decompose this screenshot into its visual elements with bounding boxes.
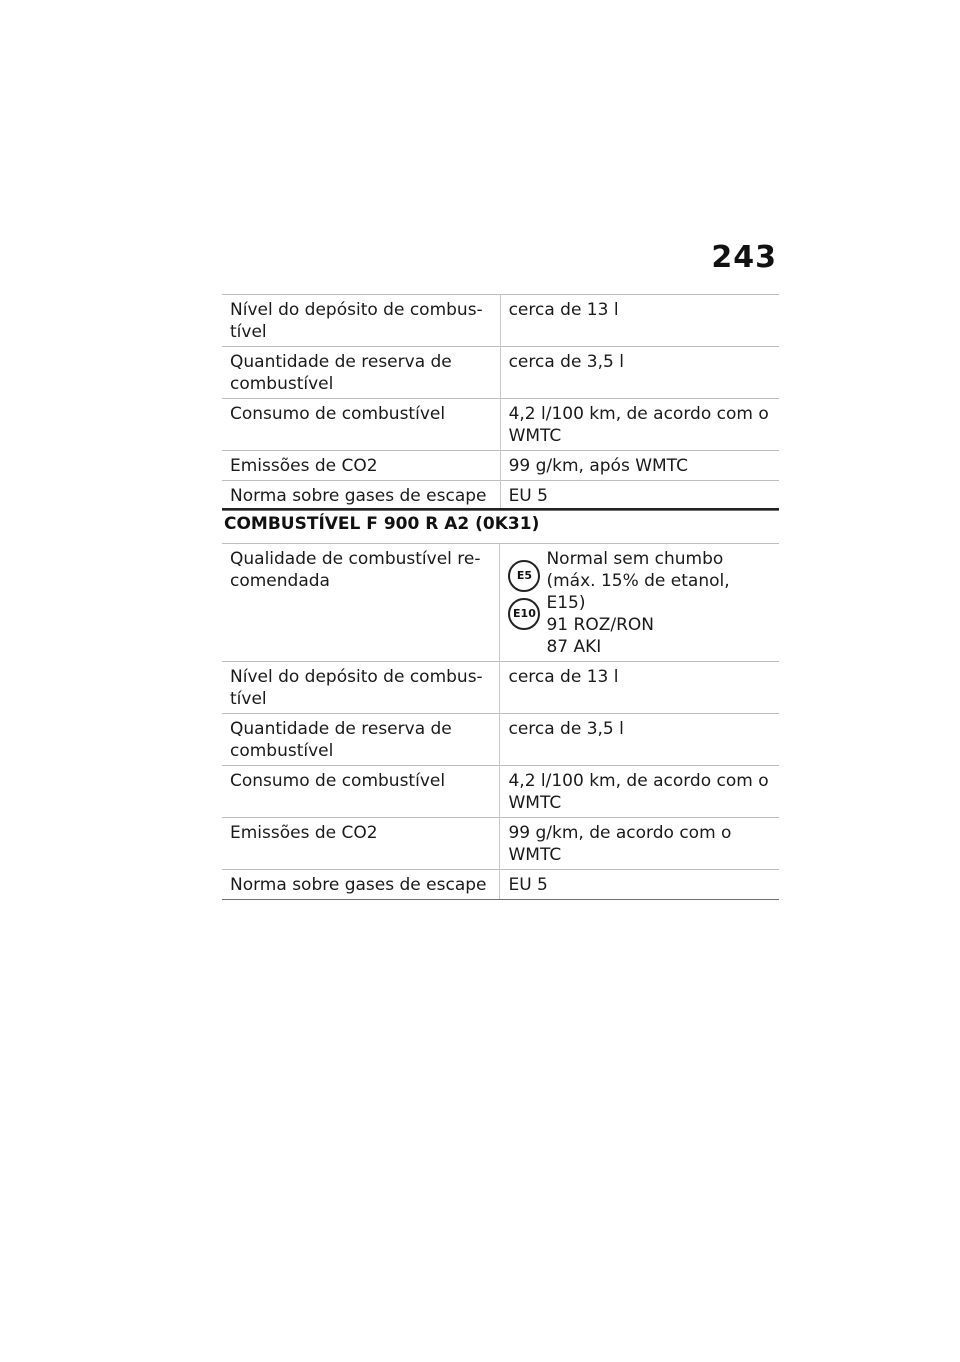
row-value: 4,2 l/100 km, de acordo com o WMTC (500, 399, 779, 451)
fuel-line: (máx. 15% de etanol, (546, 571, 730, 591)
fuel-spec-table-2 (222, 543, 779, 900)
table-row (222, 818, 779, 870)
row-value: 99 g/km, após WMTC (500, 451, 779, 481)
fuel-line: Normal sem chumbo (546, 549, 724, 569)
row-label: Consumo de combustível (222, 399, 500, 451)
table-row (222, 295, 779, 347)
fuel-quality-value (500, 544, 779, 662)
fuel-line: 91 ROZ/RON (546, 615, 654, 635)
fuel-spec-table-1 (222, 294, 779, 511)
section-heading: COMBUSTÍVEL F 900 R A2 (0K31) (224, 514, 540, 534)
row-value: EU 5 (500, 481, 779, 511)
table-row (222, 544, 779, 662)
page-number: 243 (711, 240, 777, 275)
row-value: 99 g/km, de acordo com o WMTC (500, 818, 779, 870)
row-label: Norma sobre gases de escape (222, 481, 500, 511)
row-label: Quantidade de reserva de combustível (222, 714, 500, 766)
table-row (222, 766, 779, 818)
row-value: EU 5 (500, 870, 779, 900)
row-label: Qualidade de combustível re-comendada (222, 544, 500, 662)
fuel-line: E15) (546, 593, 586, 613)
row-label: Consumo de combustível (222, 766, 500, 818)
row-value: cerca de 13 l (500, 295, 779, 347)
row-value: 4,2 l/100 km, de acordo com o WMTC (500, 766, 779, 818)
row-label: Norma sobre gases de escape (222, 870, 500, 900)
fuel-line: 87 AKI (546, 637, 602, 657)
row-label: Nível do depósito de combus-tível (222, 662, 500, 714)
row-label: Quantidade de reserva de combustível (222, 347, 500, 399)
e5-fuel-icon: E5 (508, 560, 540, 592)
row-label: Emissões de CO2 (222, 818, 500, 870)
table-row (222, 451, 779, 481)
table-row (222, 714, 779, 766)
table-row (222, 347, 779, 399)
table-row (222, 399, 779, 451)
table-row (222, 870, 779, 900)
row-value: cerca de 3,5 l (500, 714, 779, 766)
row-label: Nível do depósito de combus-tível (222, 295, 500, 347)
table-row (222, 481, 779, 511)
section-divider (222, 508, 779, 510)
row-value: cerca de 13 l (500, 662, 779, 714)
row-value: cerca de 3,5 l (500, 347, 779, 399)
table-row (222, 662, 779, 714)
e10-fuel-icon: E10 (508, 598, 540, 630)
row-label: Emissões de CO2 (222, 451, 500, 481)
